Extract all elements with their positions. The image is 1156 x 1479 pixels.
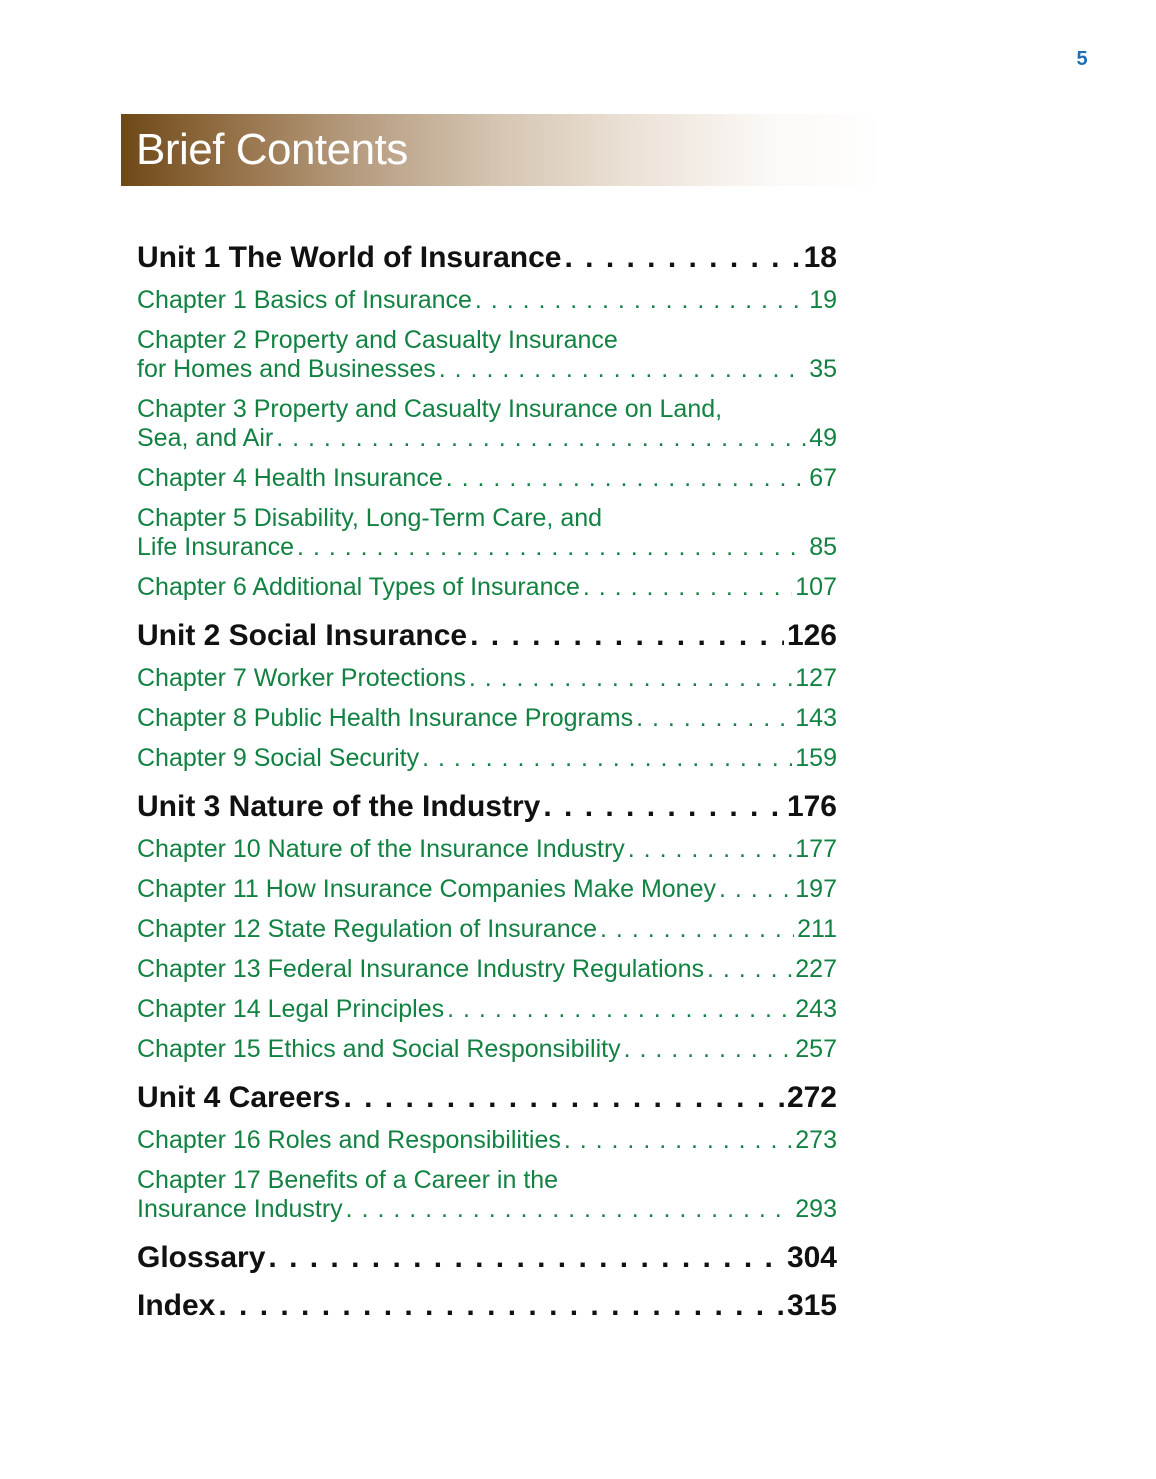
unit-page-number: 176	[786, 790, 837, 823]
title-banner	[121, 114, 881, 186]
dot-leader	[439, 355, 806, 384]
chapter-title-line: Chapter 17 Benefits of a Career in the	[137, 1166, 559, 1194]
unit-title: Unit 1 The World of Insurance	[137, 241, 562, 274]
chapter-row	[137, 995, 837, 1024]
chapter-row	[137, 424, 837, 453]
chapter-row	[137, 704, 837, 733]
chapter-title: for Homes and Businesses	[137, 355, 436, 383]
chapter-entry[interactable]	[137, 955, 837, 984]
dot-leader	[297, 533, 806, 562]
chapter-row	[137, 464, 837, 493]
endmatter-list	[137, 1240, 837, 1324]
dot-leader	[624, 1035, 793, 1064]
dot-leader	[447, 995, 792, 1024]
unit-entry[interactable]	[137, 1080, 837, 1116]
dot-leader	[422, 744, 792, 773]
dot-leader	[600, 915, 794, 944]
unit-title: Unit 3 Nature of the Industry	[137, 790, 541, 823]
chapter-title: Chapter 14 Legal Principles	[137, 995, 445, 1023]
chapter-entry[interactable]	[137, 1126, 837, 1155]
chapter-row	[137, 573, 837, 602]
chapter-entry[interactable]	[137, 835, 837, 864]
unit-entry[interactable]	[137, 789, 837, 825]
unit-section	[137, 1080, 837, 1224]
chapter-page-number: 85	[809, 533, 837, 561]
chapter-page-number: 67	[809, 464, 837, 492]
endmatter-title: Glossary	[137, 1241, 266, 1274]
chapter-title-line: Chapter 5 Disability, Long-Term Care, and	[137, 504, 603, 532]
unit-page-number: 126	[786, 619, 837, 652]
chapter-title: Chapter 10 Nature of the Insurance Industry	[137, 835, 625, 863]
chapter-entry[interactable]	[137, 1035, 837, 1064]
dot-leader	[346, 1195, 793, 1224]
unit-entry[interactable]	[137, 240, 837, 276]
chapter-entry[interactable]	[137, 704, 837, 733]
endmatter-page-number: 315	[786, 1289, 837, 1322]
chapter-title: Life Insurance	[137, 533, 295, 561]
chapter-entry[interactable]	[137, 875, 837, 904]
chapter-page-number: 197	[795, 875, 837, 903]
dot-leader	[343, 1080, 784, 1116]
dot-leader	[446, 464, 806, 493]
chapter-title-line: Chapter 2 Property and Casualty Insurance	[137, 326, 618, 354]
chapter-row	[137, 1195, 837, 1224]
chapter-entry[interactable]	[137, 504, 837, 562]
chapter-entry[interactable]	[137, 326, 837, 384]
dot-leader	[707, 955, 792, 984]
chapter-page-number: 243	[795, 995, 837, 1023]
chapter-page-number: 293	[795, 1195, 837, 1223]
chapter-title: Chapter 15 Ethics and Social Responsibility	[137, 1035, 621, 1063]
unit-section	[137, 618, 837, 773]
chapter-page-number: 35	[809, 355, 837, 383]
chapter-entry[interactable]	[137, 573, 837, 602]
chapter-entry[interactable]	[137, 744, 837, 773]
endmatter-page-number: 304	[786, 1241, 837, 1274]
chapter-entry[interactable]	[137, 286, 837, 315]
dot-leader	[628, 835, 793, 864]
endmatter-title: Index	[137, 1289, 216, 1322]
unit-page-number: 272	[786, 1081, 837, 1114]
chapter-row	[137, 744, 837, 773]
endmatter-entry[interactable]	[137, 1240, 837, 1276]
chapter-row	[137, 664, 837, 693]
endmatter-entry[interactable]	[137, 1288, 837, 1324]
dot-leader	[268, 1240, 784, 1276]
chapter-title: Chapter 1 Basics of Insurance	[137, 286, 472, 314]
chapter-title-line: Chapter 3 Property and Casualty Insurance on Land,	[137, 395, 723, 423]
dot-leader	[543, 789, 784, 825]
chapter-entry[interactable]	[137, 464, 837, 493]
chapter-row	[137, 955, 837, 984]
chapter-entry[interactable]	[137, 395, 837, 453]
chapter-title: Insurance Industry	[137, 1195, 343, 1223]
page-number: 5	[1076, 48, 1088, 70]
chapter-entry[interactable]	[137, 664, 837, 693]
chapter-title: Chapter 9 Social Security	[137, 744, 420, 772]
chapter-row	[137, 286, 837, 315]
unit-section	[137, 240, 837, 602]
unit-entry[interactable]	[137, 618, 837, 654]
chapter-page-number: 127	[795, 664, 837, 692]
dot-leader	[583, 573, 792, 602]
dot-leader	[564, 240, 800, 276]
chapter-page-number: 227	[795, 955, 837, 983]
page-title: Brief Contents	[136, 125, 408, 174]
chapter-entry[interactable]	[137, 1166, 837, 1224]
chapter-page-number: 159	[795, 744, 837, 772]
dot-leader	[475, 286, 806, 315]
unit-title: Unit 4 Careers	[137, 1081, 341, 1114]
chapter-entry[interactable]	[137, 915, 837, 944]
chapter-page-number: 19	[809, 286, 837, 314]
dot-leader	[218, 1288, 784, 1324]
unit-page-number: 18	[803, 241, 837, 274]
chapter-entry[interactable]	[137, 995, 837, 1024]
chapter-title: Chapter 8 Public Health Insurance Programs	[137, 704, 634, 732]
chapter-title: Chapter 12 State Regulation of Insurance	[137, 915, 598, 943]
unit-list	[137, 240, 837, 1224]
chapter-page-number: 257	[795, 1035, 837, 1063]
unit-section	[137, 789, 837, 1064]
dot-leader	[470, 618, 784, 654]
chapter-title: Chapter 7 Worker Protections	[137, 664, 466, 692]
dot-leader	[469, 664, 792, 693]
chapter-title: Chapter 11 How Insurance Companies Make Money	[137, 875, 716, 903]
chapter-row	[137, 533, 837, 562]
dot-leader	[719, 875, 792, 904]
chapter-page-number: 49	[809, 424, 837, 452]
chapter-page-number: 211	[797, 915, 837, 943]
chapter-page-number: 273	[795, 1126, 837, 1154]
unit-title: Unit 2 Social Insurance	[137, 619, 468, 652]
chapter-row	[137, 1126, 837, 1155]
chapter-page-number: 107	[795, 573, 837, 601]
table-of-contents	[137, 240, 837, 1336]
chapter-title: Sea, and Air	[137, 424, 274, 452]
chapter-row	[137, 835, 837, 864]
dot-leader	[564, 1126, 792, 1155]
chapter-row	[137, 355, 837, 384]
chapter-title: Chapter 4 Health Insurance	[137, 464, 443, 492]
dot-leader	[636, 704, 792, 733]
chapter-row	[137, 1035, 837, 1064]
dot-leader	[276, 424, 806, 453]
chapter-page-number: 177	[795, 835, 837, 863]
chapter-title: Chapter 13 Federal Insurance Industry Regulations	[137, 955, 704, 983]
chapter-row	[137, 875, 837, 904]
chapter-title: Chapter 6 Additional Types of Insurance	[137, 573, 580, 601]
chapter-page-number: 143	[795, 704, 837, 732]
chapter-title: Chapter 16 Roles and Responsibilities	[137, 1126, 561, 1154]
chapter-row	[137, 915, 837, 944]
